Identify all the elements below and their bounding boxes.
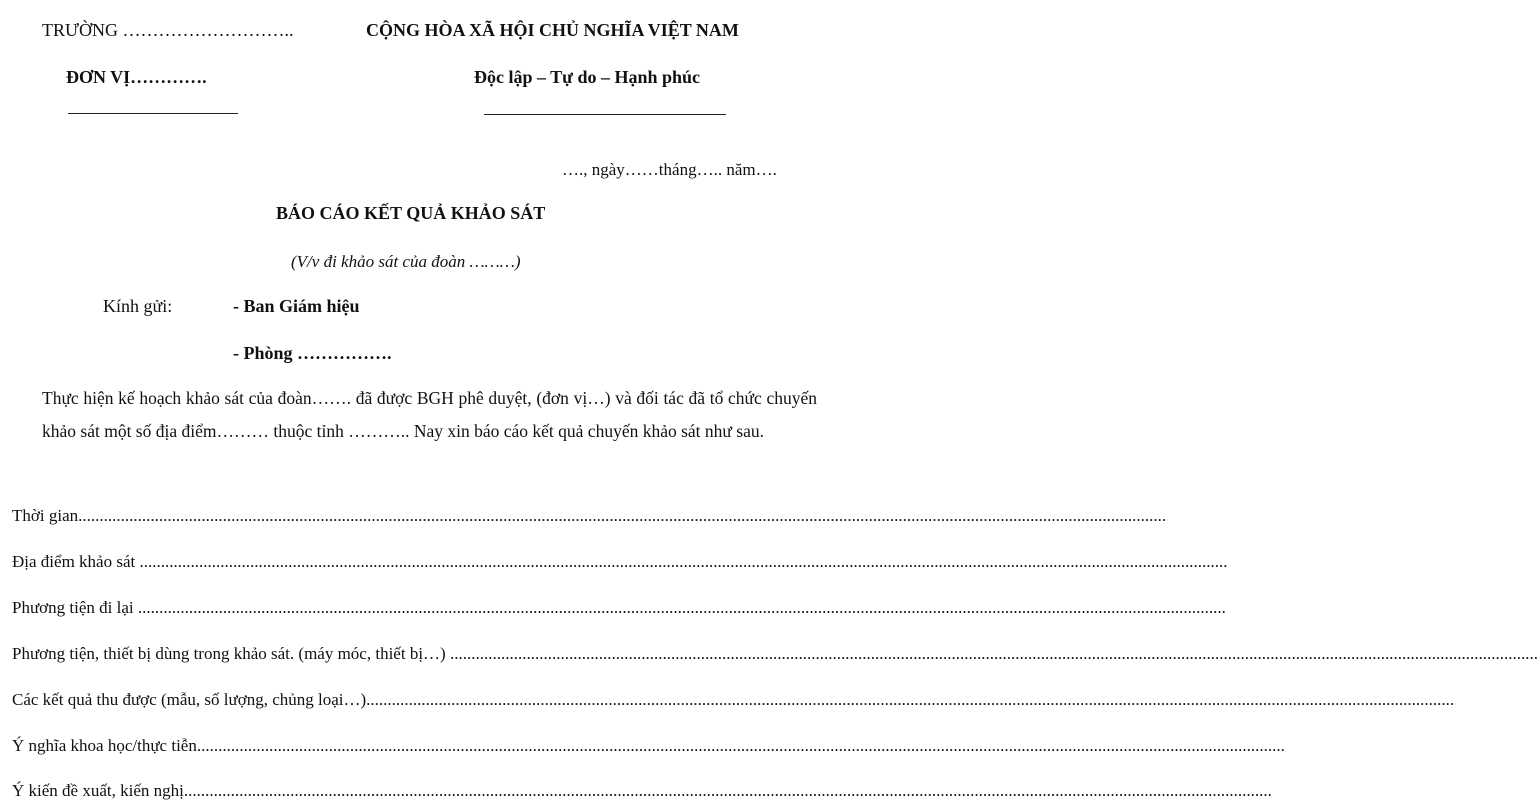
- field-label: Ý nghĩa khoa học/thực tiễn: [12, 736, 197, 755]
- field-recommendations: [12, 780, 1272, 802]
- unit-name: ĐƠN VỊ………….: [66, 67, 207, 87]
- field-dots: ................................................................................................................................................................................................................................................................: [196, 736, 1285, 755]
- field-significance: [12, 735, 1285, 757]
- field-transport: [12, 597, 1226, 619]
- recipient-board: - Ban Giám hiệu: [233, 296, 360, 316]
- field-dots: ................................................................................................................................................................................................................................................................: [139, 552, 1228, 571]
- field-label: Phương tiện, thiết bị dùng trong khảo sát. (máy móc, thiết bị…): [12, 644, 446, 663]
- motto-underline: [484, 114, 726, 115]
- field-time: [12, 505, 1167, 527]
- report-title: BÁO CÁO KẾT QUẢ KHẢO SÁT: [276, 203, 546, 223]
- field-dots: ................................................................................................................................................................................................................................................................: [78, 506, 1167, 525]
- unit-underline: [68, 113, 238, 114]
- field-label: Ý kiến đề xuất, kiến nghị: [12, 781, 184, 800]
- national-motto: Độc lập – Tự do – Hạnh phúc: [474, 67, 701, 87]
- field-dots: ................................................................................................................................................................................................................................................................: [137, 598, 1226, 617]
- field-dots: ................................................................................................................................................................................................................................................................: [183, 781, 1272, 800]
- field-label: Thời gian: [12, 506, 79, 525]
- field-results: [12, 689, 1455, 711]
- field-dots: ................................................................................................................................................................................................................................................................: [366, 690, 1455, 709]
- field-equipment: [12, 643, 1538, 665]
- field-label: Phương tiện đi lại: [12, 598, 134, 617]
- intro-paragraph: Thực hiện kế hoạch khảo sát của đoàn……. đã được BGH phê duyệt, (đơn vị…) và đối tác đã tổ chức chuyến khảo sát một số địa điểm……… thuộc tỉnh ……….. Nay xin báo cáo kết quả chuyến khảo sát như sau.: [42, 388, 817, 441]
- school-name: TRƯỜNG ………………………..: [42, 20, 294, 40]
- recipient-department: - Phòng …………….: [233, 343, 392, 363]
- field-label: Các kết quả thu được (mẫu, số lượng, chủng loại…): [12, 690, 367, 709]
- report-subtitle: (V/v đi khảo sát của đoàn ………): [291, 252, 521, 271]
- recipient-label: Kính gửi:: [103, 296, 173, 316]
- date-line: …., ngày……tháng….. năm….: [562, 160, 777, 179]
- field-label: Địa điểm khảo sát: [12, 552, 136, 571]
- national-title: CỘNG HÒA XÃ HỘI CHỦ NGHĨA VIỆT NAM: [366, 20, 739, 40]
- field-location: [12, 551, 1228, 573]
- field-dots: ................................................................................................................................................................................................................................................................: [449, 644, 1538, 663]
